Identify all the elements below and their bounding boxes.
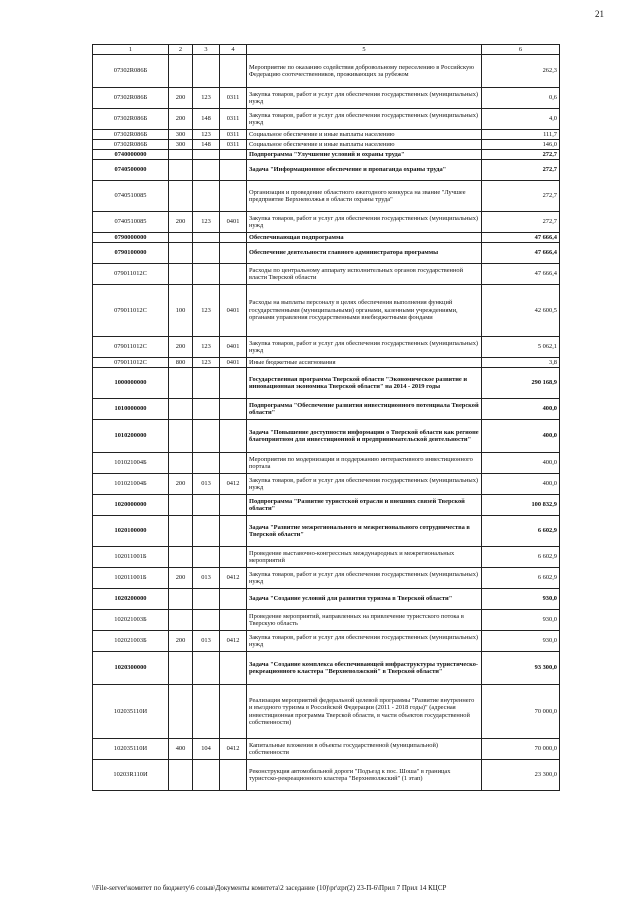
- row-code: 07302R086Б: [93, 88, 169, 109]
- row-code: 1010000000: [93, 399, 169, 420]
- row-section-code: [220, 264, 247, 285]
- row-department-code: [193, 233, 220, 243]
- row-department-code: 013: [193, 474, 220, 495]
- row-expense-type: [169, 589, 193, 610]
- row-section-code: [220, 589, 247, 610]
- row-section-code: 0412: [220, 568, 247, 589]
- row-department-code: 123: [193, 285, 220, 337]
- table-row: [93, 337, 560, 358]
- row-code: 0740510085: [93, 212, 169, 233]
- row-amount: 146,0: [482, 140, 560, 150]
- row-expense-type: [169, 399, 193, 420]
- table-row: [93, 739, 560, 760]
- row-department-code: [193, 160, 220, 181]
- row-amount: 6 602,9: [482, 568, 560, 589]
- row-amount: 6 602,9: [482, 516, 560, 547]
- row-department-code: [193, 760, 220, 791]
- row-description: Подпрограмма "Улучшение условий и охраны труда": [247, 150, 482, 160]
- row-department-code: 104: [193, 739, 220, 760]
- row-description: Мероприятия по модернизации и поддержанию интерактивного инвестиционного портала: [247, 453, 482, 474]
- row-code: 102035110И: [93, 739, 169, 760]
- row-expense-type: [169, 181, 193, 212]
- row-section-code: [220, 55, 247, 88]
- row-section-code: [220, 685, 247, 739]
- row-description: Закупка товаров, работ и услуг для обеспечения государственных (муниципальных) нужд: [247, 109, 482, 130]
- row-department-code: [193, 652, 220, 685]
- row-code: 0740500000: [93, 160, 169, 181]
- column-header: 5: [247, 45, 482, 55]
- row-description: Закупка товаров, работ и услуг для обеспечения государственных (муниципальных) нужд: [247, 474, 482, 495]
- row-expense-type: 400: [169, 739, 193, 760]
- table-row: [93, 130, 560, 140]
- row-expense-type: [169, 420, 193, 453]
- row-expense-type: 200: [169, 337, 193, 358]
- row-description: Капитальные вложения в объекты государственной (муниципальной) собственности: [247, 739, 482, 760]
- table-row: [93, 760, 560, 791]
- row-expense-type: [169, 243, 193, 264]
- row-section-code: [220, 516, 247, 547]
- row-code: 07302R086Б: [93, 55, 169, 88]
- table-row: [93, 88, 560, 109]
- row-description: Закупка товаров, работ и услуг для обеспечения государственных (муниципальных) нужд: [247, 88, 482, 109]
- table-row: [93, 243, 560, 264]
- row-code: 1000000000: [93, 368, 169, 399]
- row-amount: 70 000,0: [482, 739, 560, 760]
- row-expense-type: 200: [169, 88, 193, 109]
- row-amount: 6 602,9: [482, 547, 560, 568]
- row-section-code: 0412: [220, 474, 247, 495]
- row-code: 07302R086Б: [93, 140, 169, 150]
- row-section-code: [220, 547, 247, 568]
- row-code: 1020100000: [93, 516, 169, 547]
- row-description: Социальное обеспечение и иные выплаты населению: [247, 140, 482, 150]
- row-code: 102021003Б: [93, 610, 169, 631]
- row-amount: 272,7: [482, 212, 560, 233]
- row-code: 101021004Б: [93, 474, 169, 495]
- row-description: Подпрограмма "Обеспечение развития инвестиционного потенциала Тверской области": [247, 399, 482, 420]
- row-description: Задача "Повышение доступности информации о Тверской области как регионе благоприятном для инвестиционной и предпринимательской деятельности": [247, 420, 482, 453]
- row-code: 07302R086Б: [93, 109, 169, 130]
- row-section-code: 0311: [220, 140, 247, 150]
- row-amount: 272,7: [482, 150, 560, 160]
- table-row: [93, 474, 560, 495]
- row-department-code: 123: [193, 130, 220, 140]
- row-expense-type: 800: [169, 358, 193, 368]
- row-description: Реконструкция автомобильной дороги "Подъезд к пос. Шоша" в границах туристско-рекреационного кластера "Верхневолжский" (1 этап): [247, 760, 482, 791]
- row-amount: 42 600,5: [482, 285, 560, 337]
- table-row: [93, 610, 560, 631]
- row-department-code: [193, 399, 220, 420]
- row-department-code: [193, 495, 220, 516]
- row-section-code: [220, 160, 247, 181]
- row-expense-type: 100: [169, 285, 193, 337]
- row-description: Подпрограмма "Развитие туристской отрасли и внешних связей Тверской области": [247, 495, 482, 516]
- row-description: Закупка товаров, работ и услуг для обеспечения государственных (муниципальных) нужд: [247, 212, 482, 233]
- row-section-code: [220, 233, 247, 243]
- table-row: [93, 685, 560, 739]
- row-code: 1020200000: [93, 589, 169, 610]
- table-row: [93, 399, 560, 420]
- table-row: [93, 547, 560, 568]
- row-description: Задача "Создание комплекса обеспечивающей инфраструктуры туристическо-рекреационного кластера "Верхневолжский" в Тверской области": [247, 652, 482, 685]
- row-code: 102021003Б: [93, 631, 169, 652]
- row-code: 0740000000: [93, 150, 169, 160]
- row-code: 079011012С: [93, 358, 169, 368]
- table-header-row: [93, 45, 560, 55]
- table-row: [93, 140, 560, 150]
- row-code: 102035110И: [93, 685, 169, 739]
- row-expense-type: 300: [169, 140, 193, 150]
- row-amount: 930,0: [482, 631, 560, 652]
- row-description: Организация и проведение областного ежегодного конкурса на звание "Лучшее предприятие Верхневолжья в области охраны труда": [247, 181, 482, 212]
- table-row: [93, 495, 560, 516]
- row-expense-type: [169, 150, 193, 160]
- row-amount: 111,7: [482, 130, 560, 140]
- row-section-code: 0311: [220, 88, 247, 109]
- row-amount: 47 666,4: [482, 264, 560, 285]
- table-row: [93, 516, 560, 547]
- row-description: Мероприятие по оказанию содействия добровольному переселению в Российскую Федерацию соотечественников, проживающих за рубежом: [247, 55, 482, 88]
- row-code: 102011001Б: [93, 568, 169, 589]
- column-header: 1: [93, 45, 169, 55]
- table-row: [93, 212, 560, 233]
- table-row: [93, 453, 560, 474]
- row-amount: 5 062,1: [482, 337, 560, 358]
- row-code: 10203R110И: [93, 760, 169, 791]
- row-section-code: 0401: [220, 285, 247, 337]
- row-amount: 100 832,9: [482, 495, 560, 516]
- row-expense-type: [169, 453, 193, 474]
- row-section-code: [220, 399, 247, 420]
- row-department-code: [193, 516, 220, 547]
- row-description: Государственная программа Тверской области "Экономическое развитие и инновационная экономика Тверской области" на 2014 - 2019 годы: [247, 368, 482, 399]
- row-section-code: [220, 150, 247, 160]
- table-row: [93, 55, 560, 88]
- row-description: Обеспечивающая подпрограмма: [247, 233, 482, 243]
- row-section-code: [220, 495, 247, 516]
- row-department-code: 123: [193, 212, 220, 233]
- row-code: 0790100000: [93, 243, 169, 264]
- row-description: Проведение мероприятий, направленных на привлечение туристского потока в Тверскую область: [247, 610, 482, 631]
- row-amount: 0,6: [482, 88, 560, 109]
- row-expense-type: [169, 55, 193, 88]
- table-row: [93, 589, 560, 610]
- row-department-code: [193, 150, 220, 160]
- row-code: 079011012С: [93, 264, 169, 285]
- table-row: [93, 631, 560, 652]
- row-code: 079011012С: [93, 337, 169, 358]
- row-code: 1020300000: [93, 652, 169, 685]
- row-department-code: [193, 420, 220, 453]
- row-expense-type: [169, 685, 193, 739]
- row-amount: 290 168,9: [482, 368, 560, 399]
- row-expense-type: 200: [169, 568, 193, 589]
- row-department-code: [193, 181, 220, 212]
- row-department-code: [193, 264, 220, 285]
- table-row: [93, 160, 560, 181]
- row-section-code: [220, 760, 247, 791]
- row-amount: 930,0: [482, 589, 560, 610]
- row-department-code: 148: [193, 140, 220, 150]
- table-row: [93, 568, 560, 589]
- row-code: 102011001Б: [93, 547, 169, 568]
- row-expense-type: [169, 160, 193, 181]
- row-code: 101021004Б: [93, 453, 169, 474]
- row-section-code: 0311: [220, 130, 247, 140]
- row-department-code: 123: [193, 358, 220, 368]
- row-code: 1020000000: [93, 495, 169, 516]
- row-amount: 70 000,0: [482, 685, 560, 739]
- budget-table: [92, 44, 560, 791]
- row-amount: 930,0: [482, 610, 560, 631]
- column-header: 3: [193, 45, 220, 55]
- row-description: Реализация мероприятий федеральной целевой программы "Развитие внутреннего и въездного туризма в Российской Федерации (2011 - 2018 годы)" (адресная инвестиционная программа Тверской области, в части объектов государственной собственности): [247, 685, 482, 739]
- table-row: [93, 420, 560, 453]
- row-description: Проведение выставочно-конгрессных международных и межрегиональных мероприятий: [247, 547, 482, 568]
- row-expense-type: 200: [169, 474, 193, 495]
- table-row: [93, 181, 560, 212]
- row-expense-type: [169, 495, 193, 516]
- row-department-code: 013: [193, 568, 220, 589]
- row-section-code: 0311: [220, 109, 247, 130]
- row-department-code: [193, 55, 220, 88]
- row-department-code: 013: [193, 631, 220, 652]
- row-expense-type: [169, 652, 193, 685]
- table-row: [93, 652, 560, 685]
- row-expense-type: [169, 760, 193, 791]
- row-amount: 400,0: [482, 453, 560, 474]
- row-code: 0790000000: [93, 233, 169, 243]
- row-section-code: [220, 652, 247, 685]
- row-description: Расходы по центральному аппарату исполнительных органов государственной власти Тверской области: [247, 264, 482, 285]
- row-expense-type: [169, 368, 193, 399]
- row-department-code: [193, 453, 220, 474]
- row-expense-type: 200: [169, 109, 193, 130]
- row-section-code: [220, 243, 247, 264]
- row-description: Закупка товаров, работ и услуг для обеспечения государственных (муниципальных) нужд: [247, 568, 482, 589]
- row-code: 079011012С: [93, 285, 169, 337]
- column-header: 4: [220, 45, 247, 55]
- row-expense-type: [169, 610, 193, 631]
- row-expense-type: [169, 547, 193, 568]
- row-department-code: [193, 547, 220, 568]
- row-department-code: [193, 610, 220, 631]
- row-description: Задача "Развитие межрегионального и межрегионального сотрудничества в Тверской области": [247, 516, 482, 547]
- row-department-code: [193, 368, 220, 399]
- row-section-code: 0412: [220, 739, 247, 760]
- row-section-code: [220, 420, 247, 453]
- table-row: [93, 109, 560, 130]
- row-amount: 47 666,4: [482, 243, 560, 264]
- table-row: [93, 264, 560, 285]
- row-expense-type: 200: [169, 212, 193, 233]
- table-row: [93, 368, 560, 399]
- table-row: [93, 233, 560, 243]
- table-row: [93, 285, 560, 337]
- row-code: 1010200000: [93, 420, 169, 453]
- row-section-code: [220, 610, 247, 631]
- row-amount: 4,0: [482, 109, 560, 130]
- row-amount: 272,7: [482, 181, 560, 212]
- row-section-code: [220, 368, 247, 399]
- row-code: 07302R086Б: [93, 130, 169, 140]
- row-expense-type: 200: [169, 631, 193, 652]
- row-department-code: 123: [193, 337, 220, 358]
- row-description: Закупка товаров, работ и услуг для обеспечения государственных (муниципальных) нужд: [247, 337, 482, 358]
- row-description: Социальное обеспечение и иные выплаты населению: [247, 130, 482, 140]
- row-description: Иные бюджетные ассигнования: [247, 358, 482, 368]
- row-department-code: [193, 685, 220, 739]
- row-department-code: 148: [193, 109, 220, 130]
- row-description: Обеспечение деятельности главного администратора программы: [247, 243, 482, 264]
- row-section-code: 0401: [220, 212, 247, 233]
- column-header: 6: [482, 45, 560, 55]
- row-amount: 272,7: [482, 160, 560, 181]
- row-section-code: 0412: [220, 631, 247, 652]
- row-description: Задача "Создание условий для развития туризма в Тверской области": [247, 589, 482, 610]
- row-amount: 23 300,0: [482, 760, 560, 791]
- row-section-code: 0401: [220, 358, 247, 368]
- row-amount: 3,8: [482, 358, 560, 368]
- row-department-code: 123: [193, 88, 220, 109]
- table-row: [93, 358, 560, 368]
- row-expense-type: 300: [169, 130, 193, 140]
- row-amount: 262,3: [482, 55, 560, 88]
- row-amount: 400,0: [482, 474, 560, 495]
- row-amount: 400,0: [482, 399, 560, 420]
- page-number: 21: [595, 9, 604, 19]
- column-header: 2: [169, 45, 193, 55]
- row-amount: 93 300,0: [482, 652, 560, 685]
- row-amount: 47 666,4: [482, 233, 560, 243]
- row-description: Закупка товаров, работ и услуг для обеспечения государственных (муниципальных) нужд: [247, 631, 482, 652]
- row-amount: 400,0: [482, 420, 560, 453]
- row-description: Расходы на выплаты персоналу в целях обеспечения выполнения функций государственными (муниципальными) органами, казенными учреждениями, органами управления государственными внебюджетными фондами: [247, 285, 482, 337]
- row-description: Задача "Информационное обеспечение и пропаганда охраны труда": [247, 160, 482, 181]
- table-row: [93, 150, 560, 160]
- table-body: [93, 55, 560, 791]
- row-code: 0740510085: [93, 181, 169, 212]
- row-section-code: [220, 453, 247, 474]
- row-expense-type: [169, 233, 193, 243]
- file-path-footer: \\File-server\комитет по бюджету\6 созыв\Документы комитета\2 заседание (10)\pr\zpr(2) 23-П-6\Прил 7 Прил 14 КЦСР: [92, 884, 447, 892]
- row-expense-type: [169, 264, 193, 285]
- row-department-code: [193, 243, 220, 264]
- row-section-code: [220, 181, 247, 212]
- row-expense-type: [169, 516, 193, 547]
- row-section-code: 0401: [220, 337, 247, 358]
- row-department-code: [193, 589, 220, 610]
